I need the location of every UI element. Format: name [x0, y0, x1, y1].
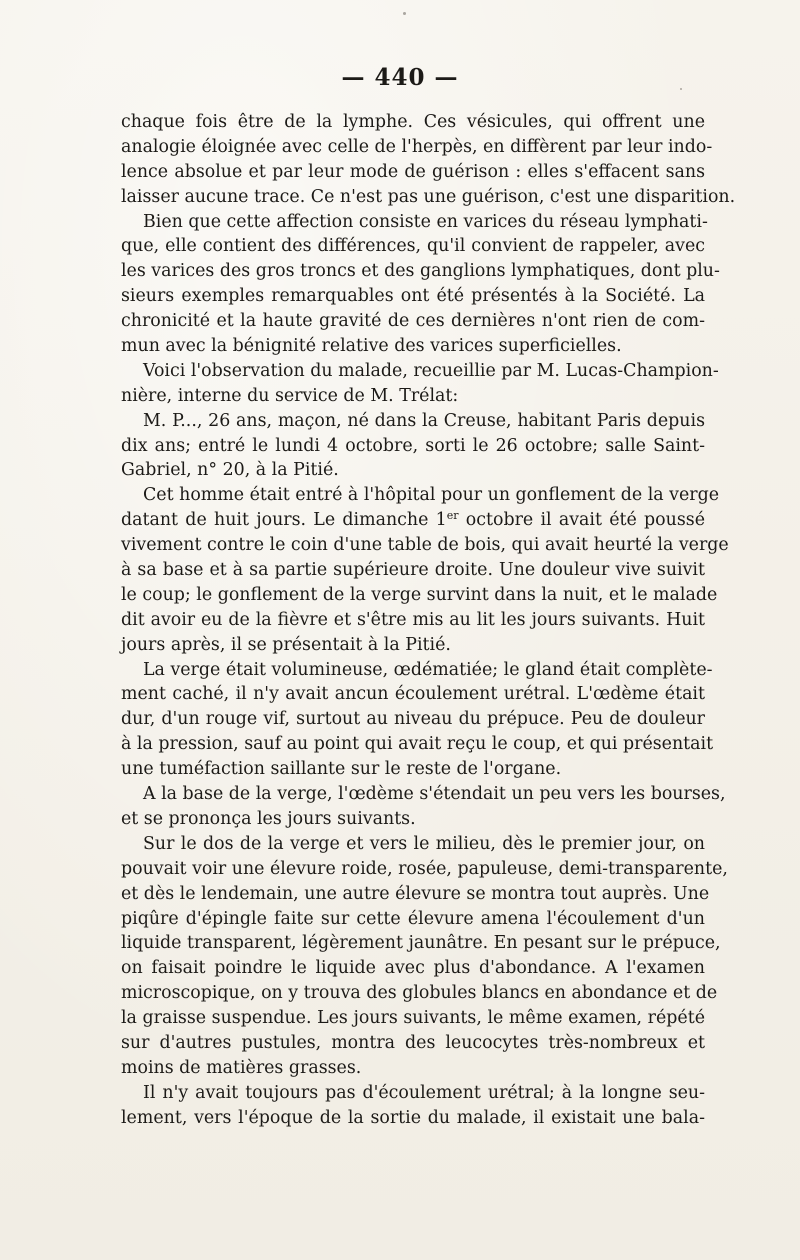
text-line-content: Sur le dos de la verge et vers le milieu, dès le premier jour, on [143, 833, 705, 854]
text-line [121, 508, 705, 533]
text-line-content: une tuméfaction saillante sur le reste de l'organe. [121, 759, 562, 780]
text-line [121, 707, 705, 732]
text-line-content: on faisait poindre le liquide avec plus d'abondance. A l'examen [121, 958, 705, 979]
text-line [121, 284, 705, 309]
text-line-content: ment caché, il n'y avait ancun écoulement urétral. L'œdème était [121, 684, 705, 705]
text-line-content: A la base de la verge, l'œdème s'étendait un peu vers les bourses, [143, 784, 726, 805]
text-line-content: piqûre d'épingle faite sur cette élevure amena l'écoulement d'un [121, 908, 705, 929]
text-line-content: laisser aucune trace. Ce n'est pas une guérison, c'est une disparition. [121, 186, 736, 207]
text-line-content: Cet homme était entré à l'hôpital pour un gonflement de la verge [143, 485, 720, 506]
text-line [121, 682, 705, 707]
text-line-content: nière, interne du service de M. Trélat: [121, 385, 459, 406]
text-line-content: chronicité et la haute gravité de ces dernières n'ont rien de com- [121, 311, 705, 332]
text-line [121, 160, 705, 185]
text-line-content: sur d'autres pustules, montra des leucocytes très-nombreux et [121, 1032, 705, 1053]
text-line-content: vivement contre le coin d'une table de bois, qui avait heurté la verge [121, 535, 729, 556]
text-line-content: moins de matières grasses. [121, 1057, 362, 1078]
text-line [121, 1006, 705, 1031]
text-line-content: La verge était volumineuse, œdématiée; le gland était complète- [143, 659, 713, 680]
text-line-content: Voici l'observation du malade, recueillie par M. Lucas-Champion- [143, 360, 719, 381]
text-line [121, 832, 705, 857]
text-line [121, 558, 705, 583]
page-number: — 440 — [341, 64, 459, 91]
text-line [121, 981, 718, 1006]
text-line-content: le coup; le gonflement de la verge survint dans la nuit, et le malade [121, 584, 718, 605]
text-line-content: chaque fois être de la lymphe. Ces vésicules, qui offrent une [121, 112, 705, 132]
text-line-content: Il n'y avait toujours pas d'écoulement urétral; à la longne seu- [143, 1082, 705, 1103]
text-line [121, 359, 719, 384]
text-line-content: datant de huit jours. Le dimanche 1 [121, 510, 447, 531]
text-line [121, 259, 720, 284]
text-line-content: les varices des gros troncs et des ganglions lymphatiques, dont plu- [121, 261, 720, 282]
text-line [121, 782, 726, 807]
text-line [121, 1106, 705, 1131]
text-line [121, 633, 705, 658]
text-line [121, 1031, 705, 1056]
text-line-content: à sa base et à sa partie supérieure droite. Une douleur vive suivit [121, 560, 705, 581]
text-line [121, 857, 728, 882]
text-line [121, 658, 713, 683]
text-line-content: M. P..., 26 ans, maçon, né dans la Creuse, habitant Paris depuis [143, 410, 705, 431]
text-line-content: microscopique, on y trouva des globules blancs en abondance et de [121, 983, 718, 1004]
text-line [121, 458, 705, 483]
text-line [121, 483, 720, 508]
text-line [121, 110, 705, 135]
text-line [121, 956, 705, 981]
text-line [121, 907, 705, 932]
text-line [121, 135, 713, 160]
text-line [121, 931, 721, 956]
text-line [121, 583, 718, 608]
text-line [121, 409, 705, 434]
text-line-content: et se prononça les jours suivants. [121, 808, 416, 829]
text-line [121, 185, 736, 210]
text-line-content: mun avec la bénignité relative des varices superficielles. [121, 336, 622, 357]
text-line [121, 1056, 705, 1081]
text-line [121, 533, 729, 558]
text-line-content: dit avoir eu de la fièvre et s'être mis au lit les jours suivants. Huit [121, 609, 705, 630]
text-line-content: et dès le lendemain, une autre élevure se montra tout auprès. Une [121, 883, 710, 904]
text-line-continuation: octobre il avait été poussé [458, 510, 705, 531]
text-line-content: liquide transparent, légèrement jaunâtre. En pesant sur le prépuce, [121, 933, 721, 954]
paper-speck [403, 12, 406, 15]
ordinal-superscript: er [446, 509, 459, 523]
text-line-content: Bien que cette affection consiste en varices du réseau lymphati- [143, 211, 708, 232]
text-line [121, 608, 705, 633]
text-line-content: analogie éloignée avec celle de l'herpès, en diffèrent par leur indo- [121, 136, 713, 157]
text-line-content: pouvait voir une élevure roide, rosée, papuleuse, demi-transparente, [121, 858, 728, 879]
text-line-content: dix ans; entré le lundi 4 octobre, sorti le 26 octobre; salle Saint- [121, 435, 705, 456]
text-line-content: sieurs exemples remarquables ont été présentés à la Société. La [121, 286, 705, 307]
text-line [121, 807, 705, 832]
text-line [121, 309, 705, 334]
text-line-content: la graisse suspendue. Les jours suivants, le même examen, répété [121, 1008, 705, 1029]
text-line-content: lence absolue et par leur mode de guérison : elles s'effacent sans [121, 161, 705, 182]
text-line-content: que, elle contient des différences, qu'il convient de rappeler, avec [121, 236, 705, 257]
text-line [121, 882, 710, 907]
text-line-content: lement, vers l'époque de la sortie du malade, il existait une bala- [121, 1107, 705, 1128]
text-line-content: jours après, il se présentait à la Pitié. [121, 634, 451, 655]
text-line [121, 234, 705, 259]
text-line [121, 434, 705, 459]
body-text [121, 110, 736, 1131]
text-line [121, 210, 708, 235]
text-line-content: dur, d'un rouge vif, surtout au niveau du prépuce. Peu de douleur [121, 709, 705, 730]
text-line [121, 1081, 705, 1106]
text-line [121, 334, 705, 359]
text-line [121, 757, 705, 782]
text-line-content: Gabriel, n° 20, à la Pitié. [121, 460, 339, 481]
text-line-content: à la pression, sauf au point qui avait reçu le coup, et qui présentait [121, 734, 714, 755]
text-line [121, 732, 714, 757]
text-line [121, 384, 705, 409]
